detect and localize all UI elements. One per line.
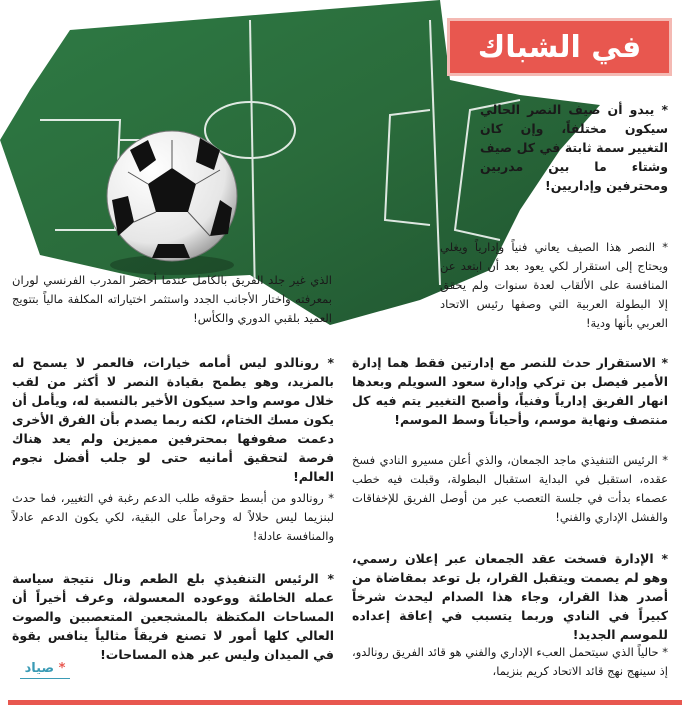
left-paragraph-1: * رونالدو ليس أمامه خيارات، فالعمر لا يسمح له بالمزيد، وهو يطمح بقيادة النصر لا أكثر من لقب خلال موسم واحد سيكون الأخير بالنسبة له، ويأمل أن يكون مسك الختام، لكنه ربما يصدم بأن الفرق الأخرى دعمت صفوفها بمحترفين مميزين ولم يعد هناك فرصة لتحقيق أمانيه حتى لو جلب أفضل نجوم العالم! bbox=[12, 355, 334, 484]
left-paragraph-2: * رونالدو من أبسط حقوقه طلب الدعم رغبة في التغيير، فما حدث لبنزيما ليس حلالاً له وحراماً على البقية، لكي يكون الدعم عادلاً والمنافسة عادلة! bbox=[12, 491, 334, 543]
right-paragraph-2: * النصر هذا الصيف يعاني فنياً وإدارياً ويغلي ويحتاج إلى استقرار لكي يعود بعد أن ابتعد عن المنافسة على الألقاب لعدة سنوات ولم يحقق إلا البطولة العربية التي وصفها رئيس الاتحاد العربي بأنها ودية! bbox=[440, 240, 668, 330]
right-paragraph-6: * حالياً الذي سيتحمل العبء الإداري والفني هو قائد الفريق رونالدو، إذ سينهج نهج قائد الاتحاد كريم بنزيما، bbox=[352, 645, 668, 678]
left-paragraph-continuation: الذي غير جلد الفريق بالكامل عندما أحضر المدرب الفرنسي لوران بمعرفته واختار الأجانب الجدد واستثمر اختياراته المكلفة مالياً بتتويج العميد بلقبي الدوري والكأس! bbox=[12, 273, 332, 325]
author-signature bbox=[20, 661, 70, 679]
bottom-separator bbox=[8, 700, 682, 705]
right-paragraph-1: * يبدو أن صيف النصر الحالي سيكون مختلفاً، وإن كان التغيير سمة ثابتة في كل صيف وشتاء ما بين مدربين ومحترفين وإداريين! bbox=[480, 102, 668, 193]
section-title: في الشباك bbox=[477, 29, 642, 65]
section-title-banner bbox=[447, 18, 672, 76]
left-paragraph-3: * الرئيس التنفيذي بلع الطعم ونال نتيجة سياسة عمله الخاطئة ووعوده المعسولة، وعرف أخيراً أن المساحات المكتظة بالمشجعين المتعصبين والصوت العالي كلها أمور لا تصنع فريقاً مثالياً ينافس بقوة في الميدان وليس عبر هذه المساحات! bbox=[12, 571, 334, 662]
right-paragraph-4: * الرئيس التنفيذي ماجد الجمعان، والذي أعلن مسيرو النادي فسخ عقده، استقبل في البداية استقبال البطولة، وقبلت فيه خطب عصماء بدأت في جلسة التعصب عبر من أوصل الفريق للإخفاقات والفشل الإداري والفني! bbox=[352, 453, 668, 524]
right-paragraph-5: * الإدارة فسخت عقد الجمعان عبر إعلان رسمي، وهو لم يصمت ويتقبل القرار، بل توعد بمقاضاة من أصدر هذا القرار، وجاء هذا الصدام ليحدث شرخاً كبيراً في النادي وربما يتسبب في إعاقة إعداده للموسم الجديد! bbox=[352, 551, 668, 642]
signature-star: * bbox=[58, 661, 66, 676]
right-paragraph-3: * الاستقرار حدث للنصر مع إدارتين فقط هما إدارة الأمير فيصل بن تركي وإدارة سعود السويلم وبعدها انهار الفريق إدارياً وفنياً، وأصبح التغيير يتم فيه كل منتصف ونهاية موسم، وأحياناً وسط الموسم! bbox=[352, 355, 668, 427]
signature-name: صياد bbox=[24, 661, 55, 676]
